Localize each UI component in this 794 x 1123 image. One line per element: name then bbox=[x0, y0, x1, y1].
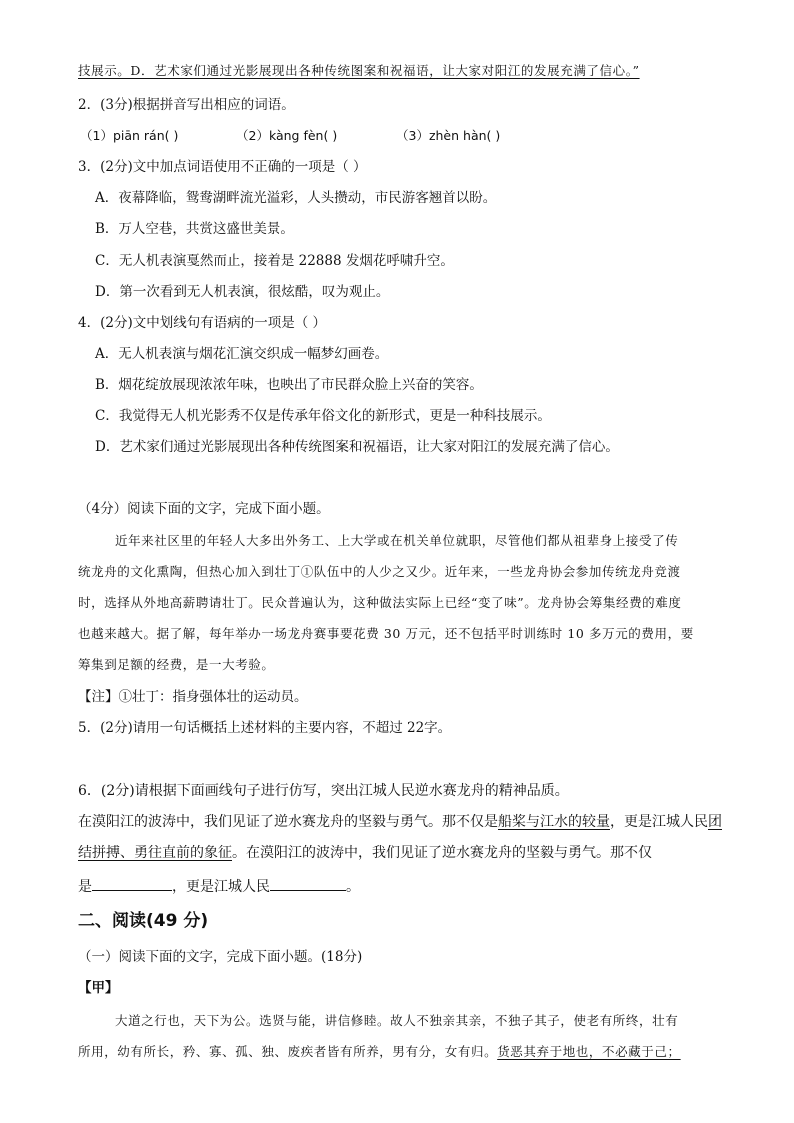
q6-answer-middle: ，更是江城人民 bbox=[172, 879, 270, 895]
q2-item-1: （1）piān rán( ) bbox=[80, 128, 179, 143]
q3-stem: 3．(2分)文中加点词语使用不正确的一项是（ ） bbox=[78, 159, 367, 175]
q6-answer-line bbox=[78, 876, 360, 896]
q6-sample-line-2 bbox=[78, 844, 652, 862]
q2-item-2: （2）kàng fèn( ) bbox=[236, 128, 338, 143]
passage-line-2: 统龙舟的文化熏陶，但热心加入到壮丁①队伍中的人少之又少。近年来，一些龙舟协会参加传统龙舟竞渡 bbox=[78, 564, 681, 579]
jia-line-2-underlined: 货恶其弃于地也，不必藏于己； bbox=[497, 1044, 681, 1059]
q6-underlined-phrase-2: 团 bbox=[708, 814, 722, 830]
q3-option-b: B．万人空巷，共赏这盛世美景。 bbox=[95, 221, 294, 237]
passage-line-4: 也越来越大。据了解，每年举办一场龙舟赛事要花费 30 万元，还不包括平时训练时 10 多万元的费用，要 bbox=[78, 626, 694, 641]
jia-line-1: 大道之行也，天下为公。选贤与能，讲信修睦。故人不独亲其亲，不独子其子，使老有所终，壮有 bbox=[115, 1013, 679, 1028]
q2-stem: 2．(3分)根据拼音写出相应的词语。 bbox=[78, 97, 295, 113]
q6-sample-text-b: ，更是江城人民 bbox=[610, 814, 708, 830]
passage-intro: （4分）阅读下面的文字，完成下面小题。 bbox=[78, 501, 330, 517]
q6-sample-text-a: 在漠阳江的波涛中，我们见证了逆水赛龙舟的坚毅与勇气。那不仅是 bbox=[78, 814, 498, 830]
carryover-line: 技展示。D．艺术家们通过光影展现出各种传统图案和祝福语，让大家对阳江的发展充满了信心。” bbox=[78, 63, 640, 78]
section-2-subheading: （一）阅读下面的文字，完成下面小题。(18分) bbox=[78, 949, 363, 965]
passage-line-3: 时，选择从外地高薪聘请壮丁。民众普遍认为，这种做法实际上已经“变了味”。龙舟协会筹集经费的难度 bbox=[78, 595, 682, 610]
q4-option-c: C．我觉得无人机光影秀不仅是传承年俗文化的新形式，更是一种科技展示。 bbox=[95, 408, 551, 424]
passage-jia-tag: 【甲】 bbox=[78, 980, 119, 996]
q4-stem: 4．(2分)文中划线句有语病的一项是（ ） bbox=[78, 315, 327, 331]
q3-option-c: C．无人机表演戛然而止，接着是 22888 发烟花呼啸升空。 bbox=[95, 253, 454, 269]
q5-stem: 5．(2分)请用一句话概括上述材料的主要内容，不超过 22字。 bbox=[78, 720, 452, 736]
q6-stem: 6．(2分)请根据下面画线句子进行仿写，突出江城人民逆水赛龙舟的精神品质。 bbox=[78, 783, 569, 799]
q3-option-a: A．夜幕降临，鸳鸯湖畔流光溢彩，人头攒动，市民游客翘首以盼。 bbox=[95, 190, 497, 206]
q6-underlined-phrase-3: 结拼搏、勇往直前的象征 bbox=[78, 845, 232, 861]
section-2-heading: 二、阅读(49 分) bbox=[78, 911, 209, 931]
q6-underlined-phrase-1: 船桨与江水的较量 bbox=[498, 814, 610, 830]
q6-answer-blank-1[interactable] bbox=[92, 876, 172, 891]
q6-sample-line-1 bbox=[78, 813, 722, 831]
q4-option-d: D．艺术家们通过光影展现出各种传统图案和祝福语，让大家对阳江的发展充满了信心。 bbox=[95, 439, 619, 455]
q4-option-b: B．烟花绽放展现浓浓年味，也映出了市民群众脸上兴奋的笑容。 bbox=[95, 377, 483, 393]
q6-sample-text-c: 。在漠阳江的波涛中，我们见证了逆水赛龙舟的坚毅与勇气。那不仅 bbox=[232, 845, 652, 861]
jia-line-2-text: 所用，幼有所长，矜、寡、孤、独、废疾者皆有所养，男有分，女有归。 bbox=[78, 1044, 498, 1059]
passage-line-5: 筹集到足额的经费，是一大考验。 bbox=[78, 657, 275, 672]
q6-answer-suffix: 。 bbox=[346, 879, 360, 895]
q4-option-a: A．无人机表演与烟花汇演交织成一幅梦幻画卷。 bbox=[95, 346, 389, 362]
q3-option-d: D．第一次看到无人机表演，很炫酷，叹为观止。 bbox=[95, 284, 390, 300]
q6-answer-prefix: 是 bbox=[78, 879, 92, 895]
passage-note: 【注】①壮丁：指身强体壮的运动员。 bbox=[78, 689, 308, 705]
q2-item-3: （3）zhèn hàn( ) bbox=[396, 128, 501, 143]
q6-answer-blank-2[interactable] bbox=[270, 876, 346, 891]
jia-line-2 bbox=[78, 1043, 681, 1061]
passage-line-1: 近年来社区里的年轻人大多出外务工、上大学或在机关单位就职，尽管他们都从祖辈身上接受了传 bbox=[115, 533, 679, 548]
